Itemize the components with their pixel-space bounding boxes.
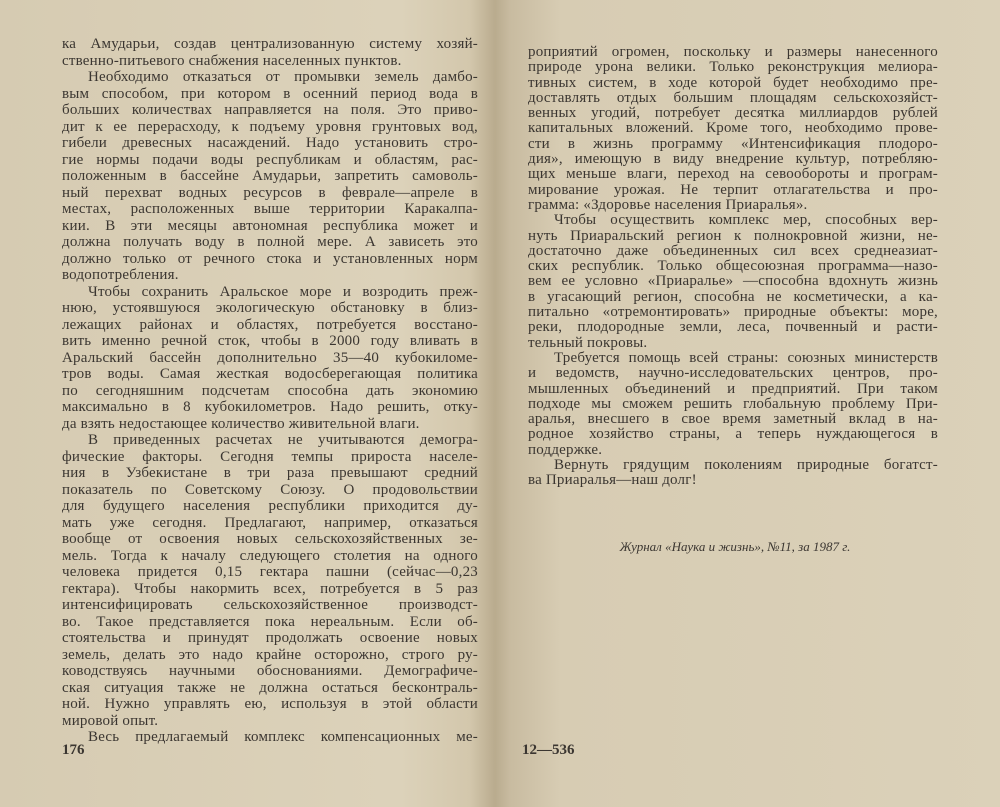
text-line: достаточно даже объединенных сил всех среднеазиат- bbox=[528, 242, 938, 259]
text-line: В приведенных расчетах не учитываются демогра- bbox=[88, 432, 478, 448]
text-line: должна получать воду в полной мере. А зависеть это bbox=[62, 234, 478, 250]
right-page-signature: 12—536 bbox=[522, 742, 575, 758]
text-line: должно только от речного стока и установленных норм bbox=[62, 250, 478, 267]
text-line: нюю, устоявшуюся экологическую обстановку в близ- bbox=[62, 300, 478, 316]
text-line: стоятельства и принудят продолжать освоение новых bbox=[62, 630, 478, 646]
paragraph bbox=[62, 729, 478, 746]
text-line: кии. В эти месяцы автономная республика может и bbox=[62, 217, 478, 234]
text-line: доставлять отдых большим площадям сельскохозяйст- bbox=[528, 89, 938, 106]
text-line: Чтобы сохранить Аральское море и возродить преж- bbox=[88, 283, 478, 300]
text-line: тивных систем, в ходе которой будет необходимо пре- bbox=[528, 74, 938, 91]
text-line: ка Амударьи, создав централизованную систему хозяй- bbox=[62, 36, 478, 52]
text-line: природе урона велики. Только реконструкция мелиора- bbox=[528, 59, 938, 76]
text-line: земель, делать это надо крайне осторожно, строго ру- bbox=[62, 646, 478, 663]
paragraph bbox=[528, 213, 938, 351]
paragraph bbox=[62, 36, 478, 69]
right-page-text bbox=[528, 45, 938, 489]
text-line: ственно-питьевого снабжения населенных пунктов. bbox=[62, 52, 402, 69]
text-line: Весь предлагаемый комплекс компенсационных ме- bbox=[88, 729, 478, 745]
citation-text: Журнал «Наука и жизнь», №11, за 1987 г. bbox=[619, 539, 851, 554]
left-page-number: 176 bbox=[62, 742, 85, 758]
text-line: венных угодий, потребует десятка миллиардов рублей bbox=[528, 105, 938, 122]
text-line: ной. Нужно управлять ею, используя в этой области bbox=[62, 696, 478, 712]
text-line: Необходимо отказаться от промывки земель дамбо- bbox=[88, 69, 478, 85]
text-line: мышленных объединений и предприятий. При таком bbox=[528, 380, 938, 397]
text-line: ководствуясь научными обоснованиями. Демографиче- bbox=[62, 663, 478, 679]
text-line: подходе мы сможем решить глобальную проблему При- bbox=[528, 395, 938, 412]
text-line: вообще от освоения новых сельскохозяйственных зе- bbox=[62, 531, 478, 547]
text-line: фические факторы. Сегодня темпы прироста населе- bbox=[62, 448, 478, 465]
text-line: нуть Приаральский регион к полнокровной жизни, не- bbox=[528, 227, 938, 244]
text-line: питально «отремонтировать» природные объекты: море, bbox=[528, 304, 938, 321]
text-line: показатель по Советскому Союзу. О продовольствии bbox=[62, 481, 478, 498]
text-line: в угасающий регион, способна не косметически, а ка- bbox=[528, 288, 938, 305]
text-line: гие нормы подачи воды республикам и областям, рас- bbox=[62, 151, 478, 168]
text-line: и ведомств, научно-исследовательских центров, про- bbox=[528, 365, 938, 382]
paragraph bbox=[528, 45, 938, 213]
text-line: ская ситуация также не должна остаться бесконтраль- bbox=[62, 679, 478, 696]
text-line: мель. Тогда к началу следующего столетия на одного bbox=[62, 547, 478, 564]
text-line: человека придется 0,15 гектара пашни (сейчас—0,23 bbox=[62, 564, 478, 580]
paragraph bbox=[62, 69, 478, 284]
text-line: дит к ее перерасходу, к подъему уровня грунтовых вод, bbox=[62, 118, 478, 135]
text-line: вым способом, при котором в осенний период вода в bbox=[62, 85, 478, 102]
text-line: лежащих районах и областях, потребуется восстано- bbox=[62, 316, 478, 333]
text-line: сти в жизнь программу «Интенсификация плодоро- bbox=[528, 135, 938, 152]
text-line: аралья, внесшего в свое время заметный вклад в на- bbox=[528, 411, 938, 428]
text-line: Чтобы осуществить комплекс мер, способных вер- bbox=[554, 212, 938, 229]
text-line: положенным в бассейне Амударьи, запретить самоволь- bbox=[62, 168, 478, 184]
text-line: водопотребления. bbox=[62, 267, 179, 283]
text-line: Аральский бассейн дополнительно 35—40 кубокиломе- bbox=[62, 349, 478, 366]
text-line: капитальных вложений. Кроме того, необходимо прове- bbox=[528, 120, 938, 137]
text-line: по сегодняшним подсчетам способна дать экономию bbox=[62, 382, 478, 399]
text-line: вить именно речной сток, чтобы в 2000 году вливать в bbox=[62, 333, 478, 349]
text-line: мирование урожая. Не терпит отлагательства и про- bbox=[528, 181, 938, 198]
paragraph bbox=[62, 432, 478, 729]
left-page-text bbox=[62, 36, 478, 746]
text-line: гибели древесных насаждений. Надо установить стро- bbox=[62, 135, 478, 151]
text-line: ния в Узбекистане в три раза превышают средний bbox=[62, 465, 478, 481]
text-line: ских республик. Только общесоюзная программа—назо- bbox=[528, 258, 938, 275]
text-line: тров воды. Самая жесткая водосберегающая политика bbox=[62, 366, 478, 382]
text-line: гектара). Чтобы накормить всех, потребуется в 5 раз bbox=[62, 580, 478, 597]
text-line: ва Приаралья—наш долг! bbox=[528, 472, 697, 489]
text-line: мать уже сегодня. Предлагают, например, отказаться bbox=[62, 514, 478, 531]
source-citation bbox=[0, 539, 1000, 555]
text-line: реки, плодородные земли, леса, почвенный и расти- bbox=[528, 319, 938, 336]
text-line: Требуется помощь всей страны: союзных министерств bbox=[554, 349, 938, 366]
text-line: родное хозяйство страны, а теперь нуждающегося в bbox=[528, 426, 938, 443]
text-line: для будущего населения республики приходится ду- bbox=[62, 498, 478, 514]
text-line: роприятий огромен, поскольку и размеры нанесенного bbox=[528, 44, 938, 60]
text-line: Вернуть грядущим поколениям природные богатст- bbox=[554, 457, 938, 474]
paragraph bbox=[62, 284, 478, 433]
text-line: максимально в 8 кубокилометров. Надо решить, отку- bbox=[62, 399, 478, 415]
text-line: вем ее условно «Приаралье» —способна вдохнуть жизнь bbox=[528, 273, 938, 290]
text-line: ный перехват водных ресурсов в феврале—апреле в bbox=[62, 184, 478, 201]
text-line: местах, расположенных выше территории Каракалпа- bbox=[62, 201, 478, 217]
paragraph bbox=[528, 458, 938, 489]
text-line: грамма: «Здоровье населения Приаралья». bbox=[528, 196, 808, 213]
paragraph bbox=[528, 351, 938, 458]
text-line: щих меньше влаги, переход на севообороты и програм- bbox=[528, 166, 938, 183]
text-line: дия», имеющую в виду внедрение культур, потребляю- bbox=[528, 151, 938, 168]
text-line: больших количествах направляется на поля. Это приво- bbox=[62, 102, 478, 118]
text-line: во. Такое представляется пока нереальным. Если об- bbox=[62, 613, 478, 630]
text-line: тельный покровы. bbox=[528, 334, 648, 351]
text-line: мировой опыт. bbox=[62, 712, 159, 729]
text-line: интенсифицировать сельскохозяйственное производст- bbox=[62, 597, 478, 613]
text-line: поддержке. bbox=[528, 441, 603, 458]
text-line: да взять недостающее количество живительной влаги. bbox=[62, 415, 420, 432]
